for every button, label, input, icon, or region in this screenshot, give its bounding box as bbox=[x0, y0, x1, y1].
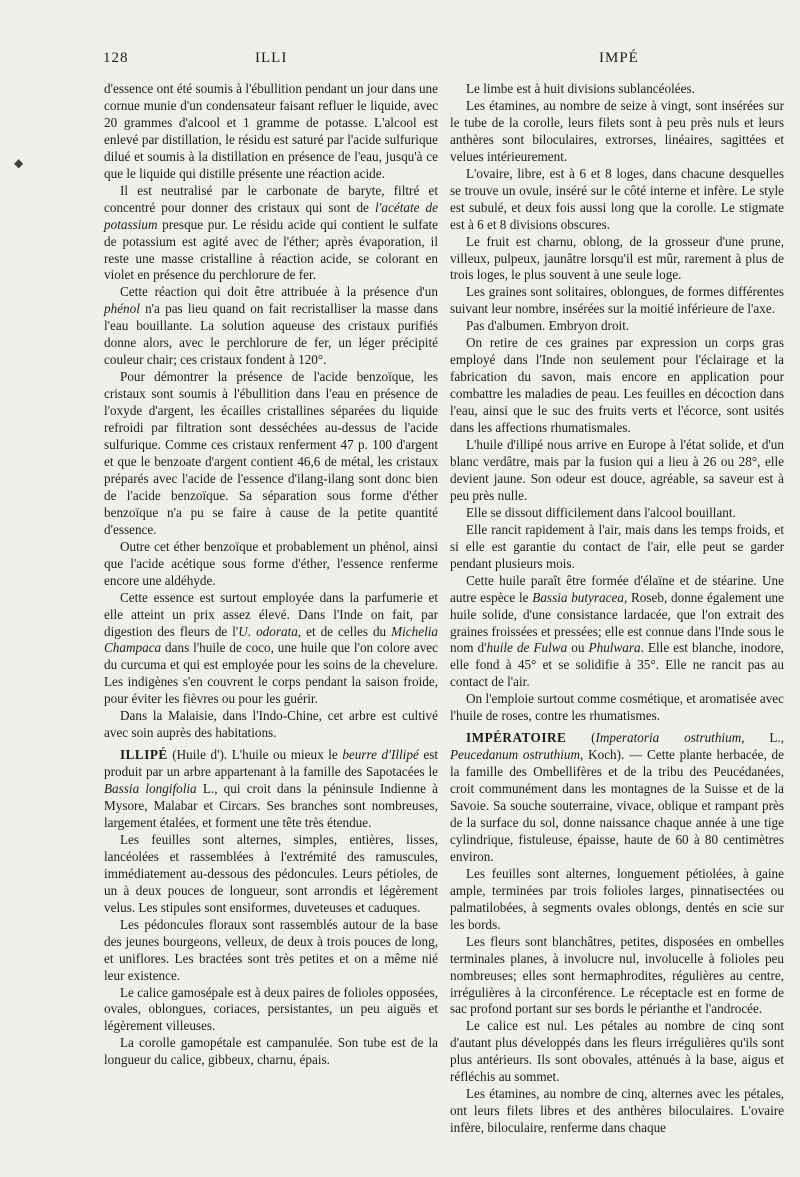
paragraph: L'huile d'illipé nous arrive en Europe à l'état solide, et d'un blanc verdâtre, mais par la fusion qui a lieu à 26 ou 28°, elle devient jaune. Son odeur est douce, agréable, sa saveur est à peu près nulle. bbox=[450, 437, 784, 503]
paragraph: Les étamines, au nombre de seize à vingt, sont insérées sur le tube de la corolle, leurs filets sont à peu près nuls et leurs anthères sont biloculaires, extrorses, linéaires, sagittées et velues intérieurement. bbox=[450, 97, 784, 164]
paragraph: Il est neutralisé par le carbonate de baryte, filtré et concentré pour donner des cristaux qui sont de l'acétate de potassium presque pur. Le résidu acide qui contient le sulfate de potassium est agité avec de l'éther; après évaporation, il reste une masse cristalline à réaction acide, se colorant en violet en présence du perchlorure de fer. bbox=[104, 182, 438, 283]
margin-mark-icon: ◆ bbox=[14, 156, 24, 170]
paragraph: Le limbe est à huit divisions sublancéolées. bbox=[466, 81, 695, 96]
entry-imperatoire: IMPÉRATOIRE (Imperatoria ostruthium, L., Peucedanum ostruthium, Koch). — Cette plante herbacée, de la famille des Ombellifères et de la tribu des Peucédanées, croit communément dans les montagnes de la Suisse et de la Savoie. Sa souche souterraine, vivace, oblique et rampant près de la surface du sol, donne naissance chaque année à une tige cylindrique, fistuleuse, épaisse, haute de 60 à 80 centimètres environ. bbox=[450, 730, 784, 864]
paragraph: Les étamines, au nombre de cinq, alternes avec les pétales, ont leurs filets libres et des anthères biloculaires. L'ovaire infère, biloculaire, renferme dans chaque bbox=[450, 1086, 784, 1136]
paragraph: Cette huile paraît être formée d'élaïne et de stéarine. Une autre espèce le Bassia butyracea, Roseb, donne également une huile solide, d'une consistance lardacée, que l'on extrait des graines froissées et pressées; elle est connue dans l'Inde sous le nom d'huile de Fulwa ou Phulwara. Elle est blanche, inodore, elle fond à 45° et se solidifie à 35°. Elle ne rancit pas au contact de l'air. bbox=[450, 572, 784, 690]
left-guide-word: ILLI bbox=[255, 50, 288, 66]
left-column bbox=[104, 81, 438, 1069]
entry-illipe: ILLIPÉ (Huile d'). L'huile ou mieux le beurre d'Illipé est produit par un arbre appartenant à la famille des Sapotacées le Bassia longifolia L., qui croit dans la péninsule Indienne à Mysore, Malabar et Circars. Ses branches sont nombreuses, largement étalées, et forment une tête très étendue. bbox=[104, 747, 439, 830]
paragraph: Le fruit est charnu, oblong, de la grosseur d'une prune, villeux, pulpeux, jaunâtre lorsqu'il est mûr, rarement à plus de trois loges, le plus souvent à une seule loge. bbox=[450, 233, 784, 283]
paragraph: Les fleurs sont blanchâtres, petites, disposées en ombelles terminales planes, à involucre nul, involucelle à folioles peu nombreuses; elles sont hermaphrodites, régulières au centre, irrégulières à la circonférence. Le réceptacle est en forme de sac profond portant sur ses bords le périanthe et l'androcée. bbox=[450, 933, 784, 1017]
paragraph: L'ovaire, libre, est à 6 et 8 loges, dans chacune desquelles se trouve un ovule, inséré sur le côté interne et infère. Le style est subulé, et deux fois aussi long que la corolle. Le stigmate est à 6 et 8 divisions obscures. bbox=[450, 165, 784, 232]
page-number: 128 bbox=[103, 50, 129, 66]
entry-headword: ILLIPÉ bbox=[120, 747, 168, 763]
running-header bbox=[103, 50, 763, 72]
right-guide-word: IMPÉ bbox=[599, 50, 639, 66]
paragraph: d'essence ont été soumis à l'ébullition pendant un jour dans une cornue munie d'un condensateur faisant refluer le liquide, avec 20 grammes d'alcool et 1 gramme de potasse. L'alcool est enlevé par distillation, le résidu est saturé par l'acide sulfurique dilué et soumis à la distillation en présence de l'eau, jusqu'à ce que le liquide qui distille présente une réaction acide. bbox=[104, 81, 438, 181]
paragraph: Les graines sont solitaires, oblongues, de formes différentes suivant leur nombre, insérées sur la moitié inférieure de l'axe. bbox=[450, 284, 784, 317]
paragraph: Outre cet éther benzoïque et probablement un phénol, ainsi que l'acide acétique sous forme d'éther, l'essence renferme encore une aldéhyde. bbox=[104, 538, 438, 588]
paragraph: Les pédoncules floraux sont rassemblés autour de la base des jeunes bourgeons, velleux, de deux à trois pouces de long, et uniflores. Les bractées sont très petites et on a même nié leur existence. bbox=[104, 916, 438, 983]
paragraph: Les feuilles sont alternes, longuement pétiolées, à gaine ample, terminées par trois folioles larges, pinnatisectées ou palmatilobées, à segments ovales oblongs, dentés en scie sur les bords. bbox=[450, 865, 784, 932]
paragraph: Pas d'albumen. Embryon droit. bbox=[466, 318, 630, 334]
paragraph: Pour démontrer la présence de l'acide benzoïque, les cristaux sont soumis à l'ébullition dans l'eau en présence de l'oxyde d'argent, les écailles cristallines séparées du liquide refroidi par filtration sont desséchées au-dessus de l'acide sulfurique. Comme ces cristaux renferment 47 p. 100 d'argent et que le benzoate d'argent contient 46,6 de métal, les cristaux préparés avec l'acide de l'essence d'ilang-ilang sont donc bien de l'acide benzoïque. Sa séparation sous forme d'éther benzoïque n'a pu se faire à cause de la petite quantité d'essence. bbox=[104, 369, 438, 537]
paragraph: Elle rancit rapidement à l'air, mais dans les temps froids, et si elle est garantie du contact de l'air, elle peut se garder pendant plusieurs mois. bbox=[450, 521, 784, 571]
right-column bbox=[450, 81, 784, 1137]
paragraph: La corolle gamopétale est campanulée. Son tube est de la longueur du calice, gibbeux, charnu, épais. bbox=[104, 1035, 438, 1068]
paragraph: Le calice est nul. Les pétales au nombre de cinq sont d'autant plus développés dans les fleurs irrégulières qu'ils sont plus antérieurs. Ils sont obovales, atténués à la base, aigus et réfléchis au sommet. bbox=[450, 1018, 784, 1085]
paragraph: Les feuilles sont alternes, simples, entières, lisses, lancéolées et rassemblées à l'extrémité des ramuscules, immédiatement au-dessous des pédoncules. Leurs pétioles, de un à deux pouces de longueur, sont arrondis et légèrement velus. Les stipules sont ensiformes, duveteuses et caduques. bbox=[104, 831, 438, 915]
paragraph: Cette réaction qui doit être attribuée à la présence d'un phénol n'a pas lieu quand on fait recristalliser la masse dans l'eau bouillante. La solution aqueuse des cristaux purifiés donne alors, avec le perchlorure de fer, un léger précipité couleur chair; ces cristaux fondent à 120°. bbox=[104, 284, 438, 368]
paragraph: Dans la Malaisie, dans l'Indo-Chine, cet arbre est cultivé avec soin auprès des habitations. bbox=[104, 708, 438, 741]
paragraph: Elle se dissout difficilement dans l'alcool bouillant. bbox=[466, 504, 736, 520]
entry-headword: IMPÉRATOIRE bbox=[466, 730, 567, 746]
paragraph: On retire de ces graines par expression un corps gras employé dans l'Inde non seulement pour l'éclairage et la fabrication du savon, mais encore en application pour combattre les maladies de peau. Les feuilles en décoction dans l'eau, ainsi que le suc des fruits verts et l'écorce, sont usités dans les affections rhumatismales. bbox=[450, 335, 784, 436]
paragraph: On l'emploie surtout comme cosmétique, et aromatisée avec l'huile de roses, contre les rhumatismes. bbox=[450, 691, 784, 724]
paragraph: Cette essence est surtout employée dans la parfumerie et elle atteint un prix assez élevé. Dans l'Inde on fait, par digestion des fleurs de l'U. odorata, et de celles du Michelia Champaca dans l'huile de coco, une huile que l'on colore avec du curcuma et qui est employée pour les soins de la chevelure. Les indigènes s'en couvrent le corps pendant la saison froide, pour éviter les fièvres ou pour les guérir. bbox=[104, 589, 438, 707]
paragraph: Le calice gamosépale est à deux paires de folioles opposées, ovales, oblongues, coriaces, persistantes, un peu aiguës et légèrement villeuses. bbox=[104, 984, 438, 1034]
